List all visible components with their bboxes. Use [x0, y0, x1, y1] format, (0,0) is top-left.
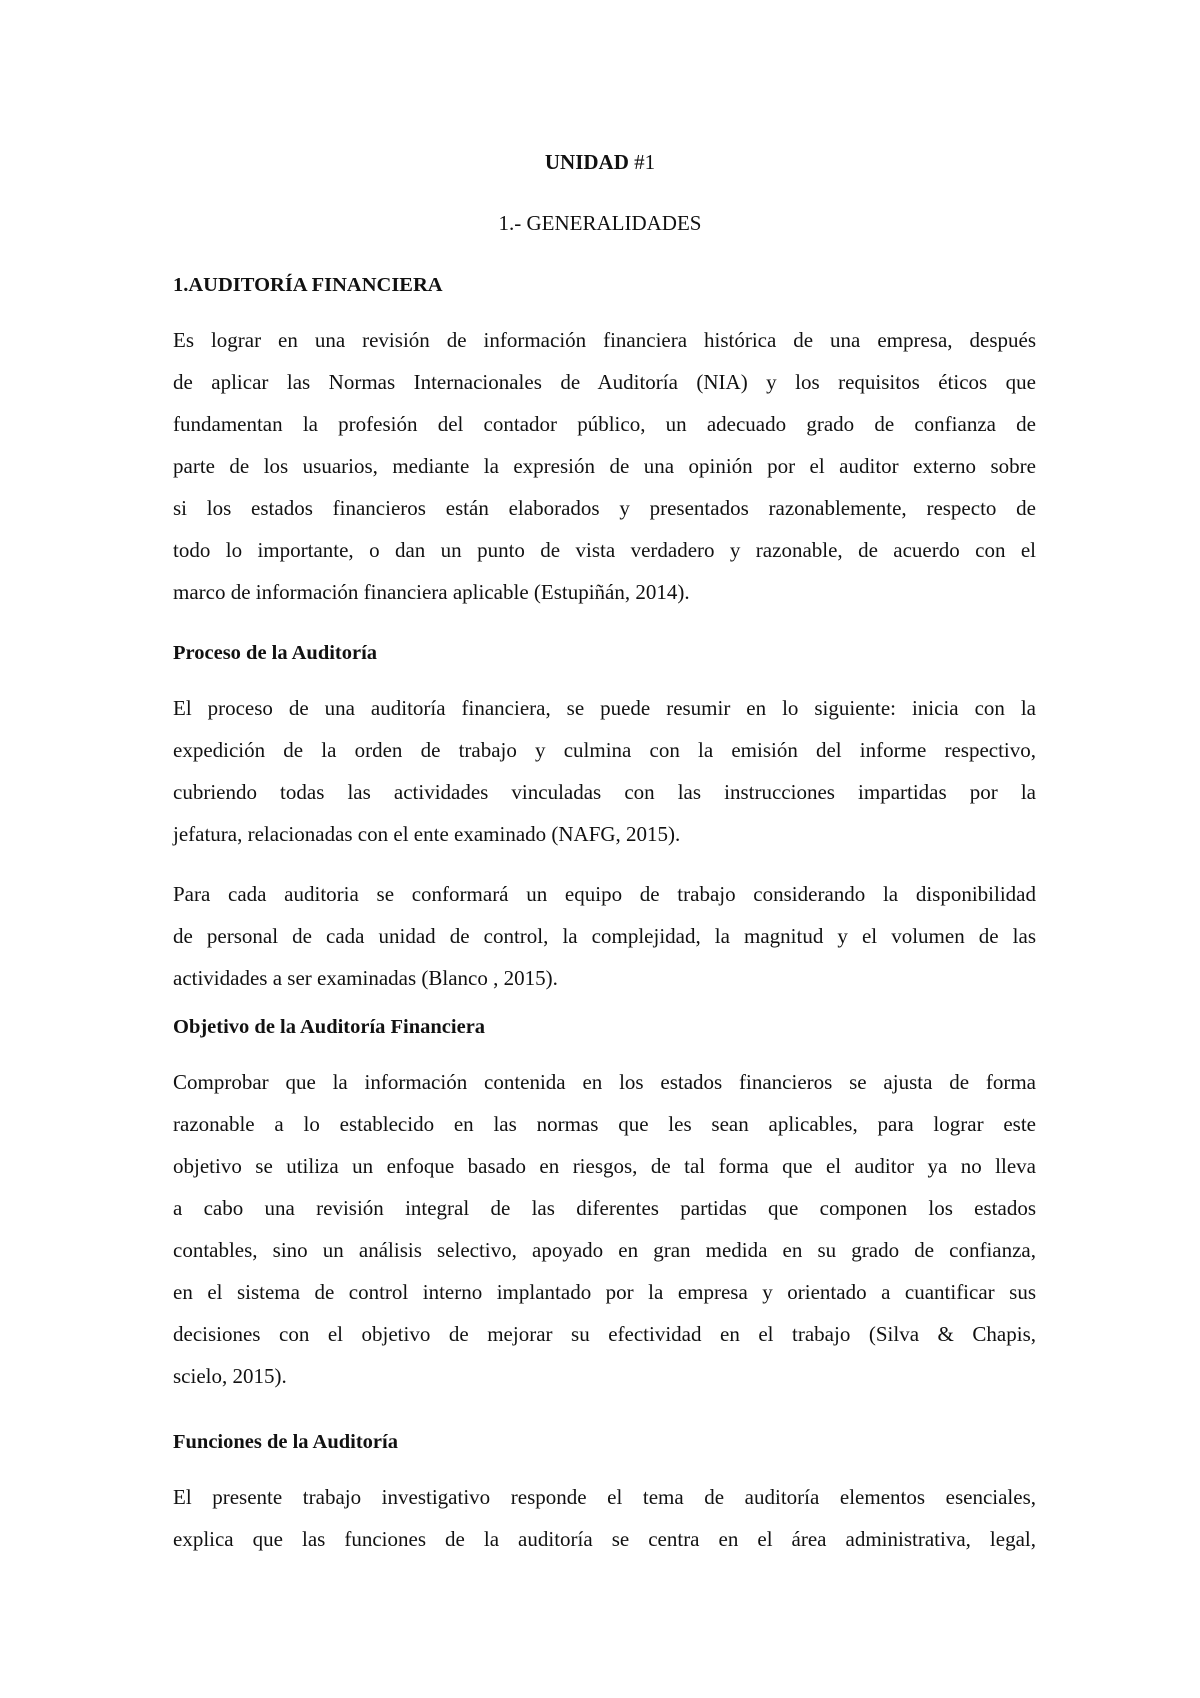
paragraph-line: expedición de la orden de trabajo y culmina con la emisión del informe respectivo,: [173, 738, 1036, 762]
section-heading: Objetivo de la Auditoría Financiera: [173, 1016, 486, 1038]
paragraph-line: de aplicar las Normas Internacionales de Auditoría (NIA) y los requisitos éticos que: [173, 370, 1036, 394]
paragraph-line: a cabo una revisión integral de las diferentes partidas que componen los estados: [173, 1196, 1036, 1220]
paragraph: [173, 319, 1036, 613]
paragraph-line: si los estados financieros están elaborados y presentados razonablemente, respecto de: [173, 496, 1036, 520]
paragraph-line: jefatura, relacionadas con el ente examinado (NAFG, 2015).: [173, 822, 681, 846]
section-heading: Funciones de la Auditoría: [173, 1431, 398, 1453]
paragraph: [173, 873, 1036, 999]
paragraph-line: decisiones con el objetivo de mejorar su efectividad en el trabajo (Silva & Chapis,: [173, 1322, 1036, 1346]
paragraph-line: parte de los usuarios, mediante la expresión de una opinión por el auditor externo sobre: [173, 454, 1036, 478]
paragraph-line: Comprobar que la información contenida en los estados financieros se ajusta de forma: [173, 1070, 1036, 1094]
paragraph-line: todo lo importante, o dan un punto de vista verdadero y razonable, de acuerdo con el: [173, 538, 1036, 562]
paragraph: [173, 1061, 1036, 1397]
title-bold: UNIDAD: [544, 150, 629, 174]
document-subtitle: 1.- GENERALIDADES: [498, 211, 702, 235]
paragraph: [173, 687, 1036, 855]
paragraph-line: fundamentan la profesión del contador público, un adecuado grado de confianza de: [173, 412, 1036, 436]
paragraph-line: de personal de cada unidad de control, la complejidad, la magnitud y el volumen de las: [173, 924, 1036, 948]
paragraph-line: marco de información financiera aplicable (Estupiñán, 2014).: [173, 580, 690, 604]
paragraph-line: Es lograr en una revisión de información financiera histórica de una empresa, después: [173, 328, 1036, 352]
paragraph-line: contables, sino un análisis selectivo, apoyado en gran medida en su grado de confianza,: [173, 1238, 1036, 1262]
section-heading: 1.AUDITORÍA FINANCIERA: [173, 274, 443, 296]
paragraph-line: El presente trabajo investigativo responde el tema de auditoría elementos esenciales,: [173, 1485, 1036, 1509]
paragraph-line: Para cada auditoria se conformará un equipo de trabajo considerando la disponibilidad: [173, 882, 1036, 906]
paragraph-line: en el sistema de control interno implantado por la empresa y orientado a cuantificar sus: [173, 1280, 1036, 1304]
paragraph-line: razonable a lo establecido en las normas que les sean aplicables, para lograr este: [173, 1112, 1036, 1136]
paragraph-line: actividades a ser examinadas (Blanco , 2015).: [173, 966, 558, 990]
section-heading: Proceso de la Auditoría: [173, 642, 378, 664]
paragraph-line: scielo, 2015).: [173, 1364, 287, 1388]
paragraph: [173, 1476, 1036, 1560]
paragraph-line: explica que las funciones de la auditoría se centra en el área administrativa, legal,: [173, 1527, 1036, 1551]
paragraph-line: cubriendo todas las actividades vinculadas con las instrucciones impartidas por la: [173, 780, 1036, 804]
paragraph-line: El proceso de una auditoría financiera, se puede resumir en lo siguiente: inicia con la: [173, 696, 1036, 720]
title-number: #1: [628, 150, 656, 174]
document-title: [0, 148, 1200, 176]
paragraph-line: objetivo se utiliza un enfoque basado en riesgos, de tal forma que el auditor ya no lleva: [173, 1154, 1036, 1178]
